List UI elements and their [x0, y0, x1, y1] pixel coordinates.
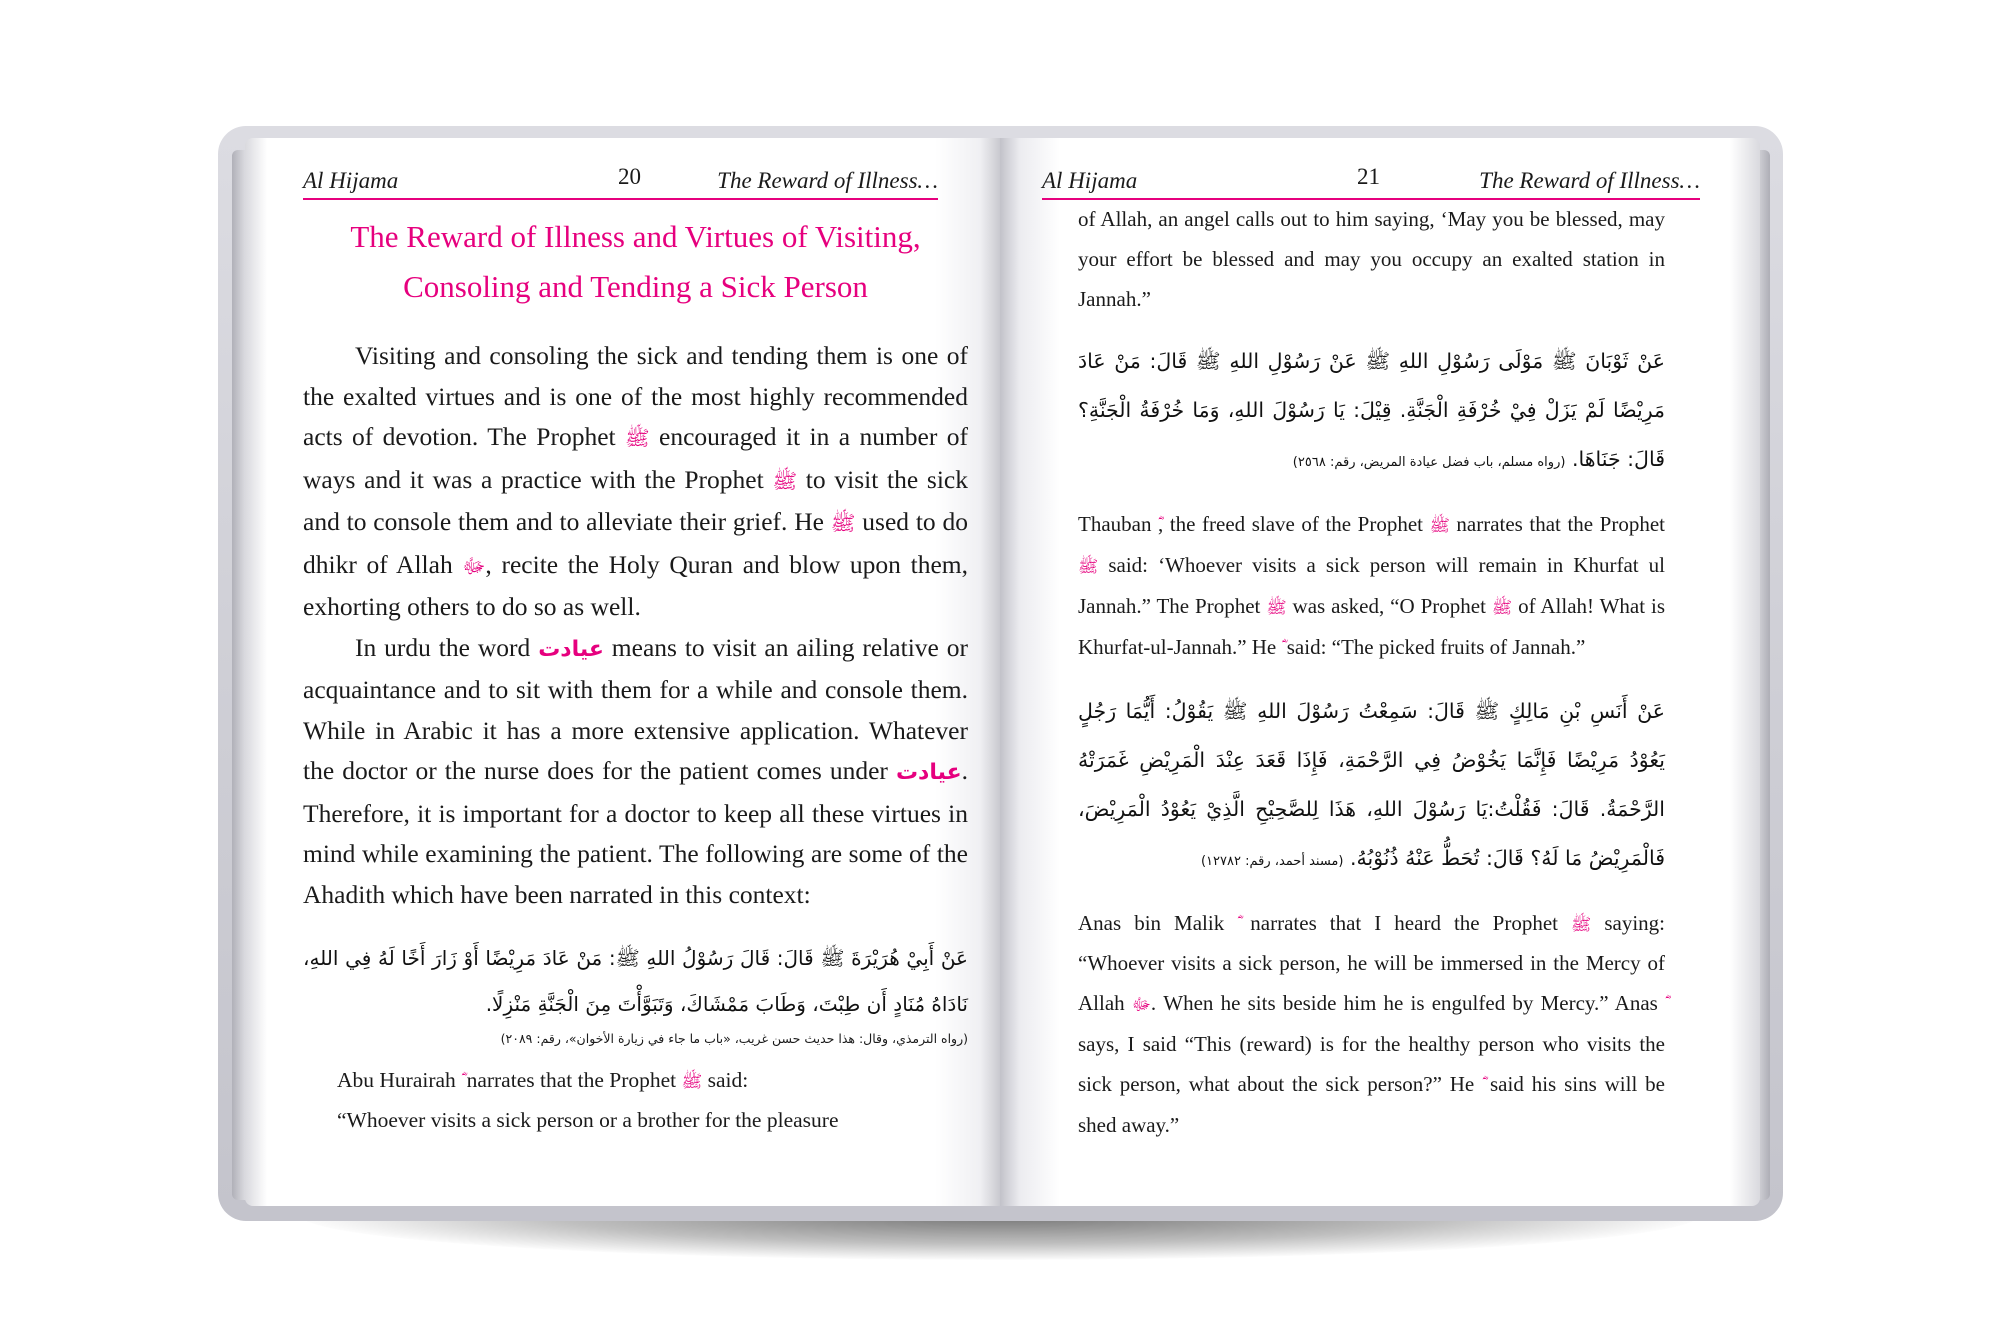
translation-start: Abu Hurairah narrates that the Prophet ﷺ said: “Whoever visits a sick person or a brother for the pleasure [337, 1068, 839, 1132]
hadith-reference: (رواه الترمذي، وقال: هذا حديث حسن غريب، «باب ما جاء في زيارة الأخوان»، رقم: ٢٠٨٩) [500, 1031, 968, 1046]
paragraph: In urdu the word عیادت means to visit an ailing relative or acquaintance and to sit with them for a while and console them. While in Arabic it has a more extensive application. Whatever the doctor or the nurse does for the patient comes under عیادت. Therefore, it is important for a doctor to keep all these virtues in mind while examining the patient. The following are some of the Ahadith which have been narrated in this context: [303, 632, 968, 909]
page-number: 20 [618, 164, 641, 189]
intro-text [303, 336, 968, 915]
arabic-hadith: عَنْ أَنَسِ بْنِ مَالِكٍ ﷺ قَالَ: سَمِعْتُ رَسُوْلَ اللهِ ﷺ يَقُوْلُ: أَيُّمَا رَجُلٍ يَعُوْدُ مَرِيْضًا فَإِنَّمَا يَخُوْضُ فِي الرَّحْمَةِ، فَإِذَا قَعَدَ عِنْدَ الْمَرِيْضِ غَمَرَتْهُ الرَّحْمَةُ. قَالَ: فَقُلْتُ:يَا رَسُوْلَ اللهِ، هَذَا لِلصَّحِيْحِ الَّذِيْ يَعُوْدُ الْمَرِيْضَ، فَالْمَرِيْضُ مَا لَهُ؟ قَالَ: تُحَطُّ عَنْهُ ذُنُوْبُهُ. (مسند أحمد، رقم: ١٢٧٨٢) [1078, 698, 1665, 870]
right-page [1000, 138, 1760, 1206]
urdu-word: عیادت [895, 760, 962, 785]
section-title: The Reward of Illness and Virtues of Visiting, Consoling and Tending a Sick Person [350, 219, 921, 304]
paragraph: of Allah, an angel calls out to him saying, ‘May you be blessed, may your effort be blessed and may you occupy an exalted station in Jannah.” [1078, 207, 1665, 311]
honorific-saw: ﷺ [1078, 557, 1099, 577]
paragraph: Anas bin Malik narrates that I heard the Prophet ﷺ saying: “Whoever visits a sick person, he will be immersed in the Mercy of Allah ﷻ. When he sits beside him he is engulfed by Mercy.” Anas says, I said “This (reward) is for the healthy person who visits the sick person, what about the sick person?” He said his sins will be shed away.” [1078, 910, 1666, 1137]
honorific-saw: ﷺ [1429, 516, 1450, 536]
book-title: Al Hijama [1042, 168, 1138, 193]
honorific-saw: ﷺ [772, 470, 798, 493]
arabic-hadith-block [303, 935, 968, 1051]
honorific-saw: ﷺ [830, 513, 856, 535]
honorific-swt: ﷻ [1131, 995, 1151, 1015]
honorific-saw: ﷺ [681, 1072, 703, 1091]
honorific-saw: ﷺ [1491, 597, 1513, 617]
paragraph: Visiting and consoling the sick and tending them is one of the exalted virtues and is one of the most highly recommended acts of devotion. The Prophet ﷺ encouraged it in a number of ways and it was a practice with the Prophet ﷺ to visit the sick and to console them and to alleviate their grief. He ﷺ used to do dhikr of Allah ﷻ, recite the Holy Quran and blow upon them, exhorting others to do so as well. [303, 341, 968, 621]
arabic-hadith: عَنْ ثَوْبَانَ ﷺ مَوْلَى رَسُوْلِ اللهِ ﷺ عَنْ رَسُوْلِ اللهِ ﷺ قَالَ: مَنْ عَادَ مَرِيْضًا لَمْ يَزَلْ فِيْ خُرْفَةِ الْجَنَّةِ. قِيْلَ: يَا رَسُوْلَ اللهِ، وَمَا خُرْفَةُ الْجَنَّةِ؟ قَالَ: جَنَاهَا. (رواه مسلم، باب فضل عيادة المريض، رقم: ٢٥٦٨) [1078, 349, 1665, 472]
right-page-content [1078, 200, 1665, 1145]
chapter-title: The Reward of Illness… [1479, 168, 1700, 193]
honorific-saw: ﷺ [1571, 914, 1592, 934]
arabic-hadith: عَنْ أَبِيْ هُرَيْرَةَ ﷺ قَالَ: قَالَ رَسُوْلُ اللهِ ﷺ: مَنْ عَادَ مَرِيْضًا أَوْ زَارَ أَخًا لَهُ فِي اللهِ، نَادَاهُ مُنَادٍ أَن طِبْتَ، وَطَابَ مَمْشَاكَ، وَتَبَوَّأْتَ مِنَ الْجَنَّةِ مَنْزِلًا. [303, 946, 968, 1016]
book-title: Al Hijama [303, 168, 399, 193]
paragraph: Thauban , the freed slave of the Prophet ﷺ narrates that the Prophet ﷺ said: ‘Whoever visits a sick person will remain in Khurfat ul Jannah.” The Prophet ﷺ was asked, “O Prophet ﷺ of Allah! What is Khurfat-ul-Jannah.” He said: “The picked fruits of Jannah.” [1078, 512, 1665, 659]
honorific-saw: ﷺ [1266, 597, 1287, 617]
hadith-reference: (رواه مسلم، باب فضل عيادة المريض، رقم: ٢٥٦٨) [1292, 455, 1566, 471]
urdu-word: عیادت [538, 636, 604, 662]
page-number: 21 [1357, 164, 1380, 189]
left-page [245, 138, 1000, 1206]
left-page-content [303, 200, 968, 1140]
chapter-title: The Reward of Illness… [717, 168, 938, 193]
honorific-saw: ﷺ [625, 428, 650, 450]
honorific-swt: ﷻ [462, 555, 486, 578]
right-page-header [1042, 164, 1700, 200]
left-page-header [303, 164, 938, 200]
hadith-reference: (مسند أحمد، رقم: ١٢٧٨٢) [1200, 853, 1344, 869]
